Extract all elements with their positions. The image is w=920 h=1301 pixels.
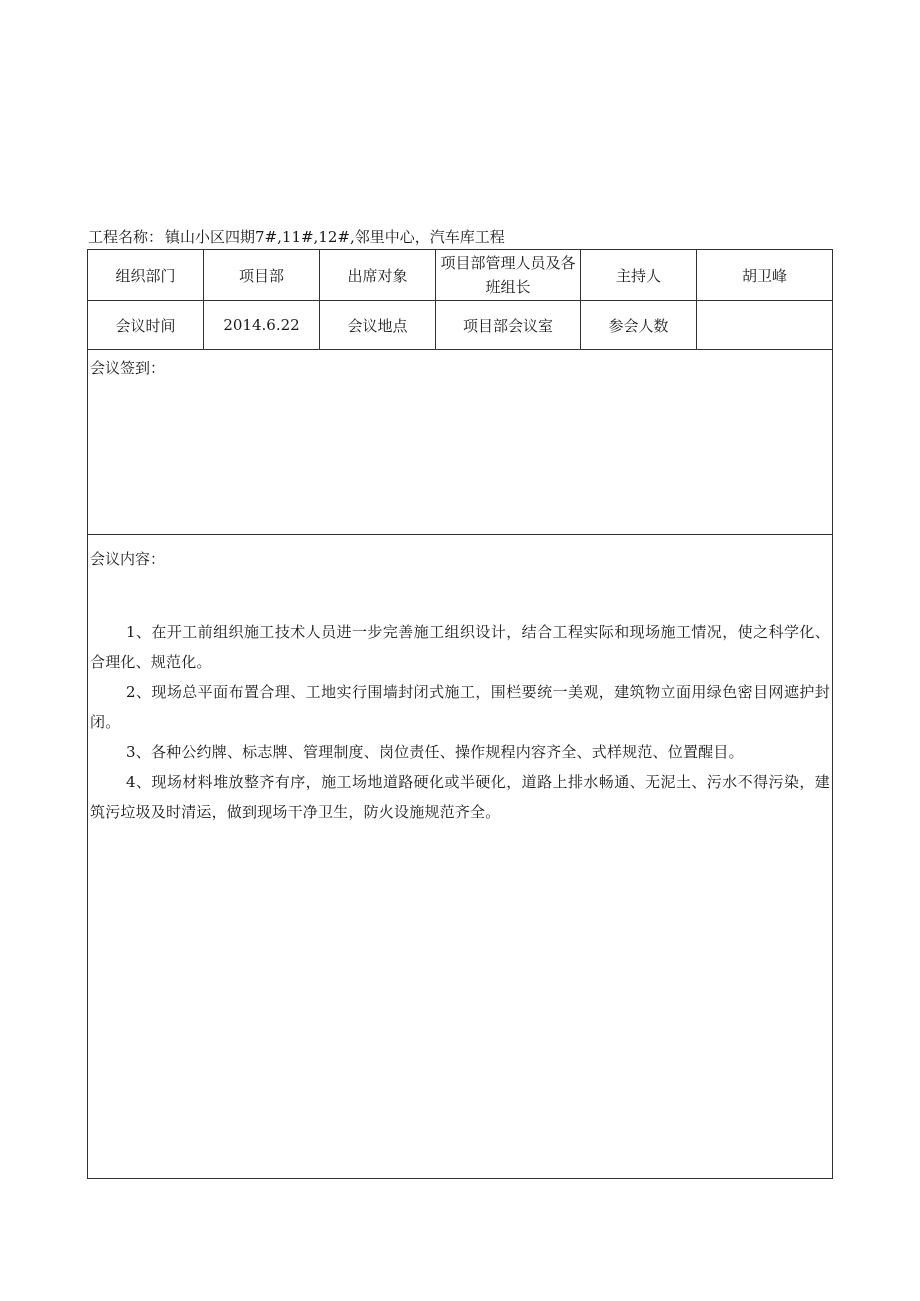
attendee-count-label: 参会人数 — [581, 301, 697, 350]
table-row-content — [88, 535, 833, 1179]
content-item-3: 3、各种公约牌、标志牌、管理制度、岗位责任、操作规程内容齐全、式样规范、位置醒目。 — [126, 743, 744, 761]
table-row-organizer — [88, 250, 833, 301]
signin-area — [88, 350, 833, 535]
table-row-schedule — [88, 301, 833, 350]
project-name-value: 镇山小区四期7#,11#,12#,邻里中心，汽车库工程 — [165, 228, 505, 246]
meeting-time-label: 会议时间 — [88, 301, 204, 350]
org-dept-label: 组织部门 — [88, 250, 204, 301]
content-item-2: 2、现场总平面布置合理、工地实行围墙封闭式施工，围栏要统一美观，建筑物立面用绿色密目网遮护封闭。 — [90, 683, 830, 731]
attendees-label: 出席对象 — [320, 250, 436, 301]
meeting-place-label: 会议地点 — [320, 301, 436, 350]
signin-label: 会议签到： — [90, 359, 166, 377]
meeting-record-table — [87, 249, 833, 1179]
attendees-value: 项目部管理人员及各班组长 — [436, 250, 581, 301]
host-label: 主持人 — [581, 250, 697, 301]
meeting-content-area — [88, 535, 833, 1179]
table-row-signin — [88, 350, 833, 535]
meeting-place-value: 项目部会议室 — [436, 301, 581, 350]
content-item-4: 4、现场材料堆放整齐有序，施工场地道路硬化或半硬化，道路上排水畅通、无泥土、污水不得污染，建筑污垃圾及时清运，做到现场干净卫生，防火设施规范齐全。 — [90, 773, 830, 821]
org-dept-value: 项目部 — [204, 250, 320, 301]
content-list — [88, 617, 832, 827]
content-label: 会议内容： — [90, 550, 166, 568]
meeting-time-value: 2014.6.22 — [204, 301, 320, 350]
attendee-count-value — [697, 301, 833, 350]
project-name-label: 工程名称： — [88, 228, 164, 246]
host-value: 胡卫峰 — [697, 250, 833, 301]
content-item-1: 1、在开工前组织施工技术人员进一步完善施工组织设计，结合工程实际和现场施工情况，使之科学化、合理化、规范化。 — [90, 623, 830, 671]
project-name-line — [88, 227, 505, 247]
